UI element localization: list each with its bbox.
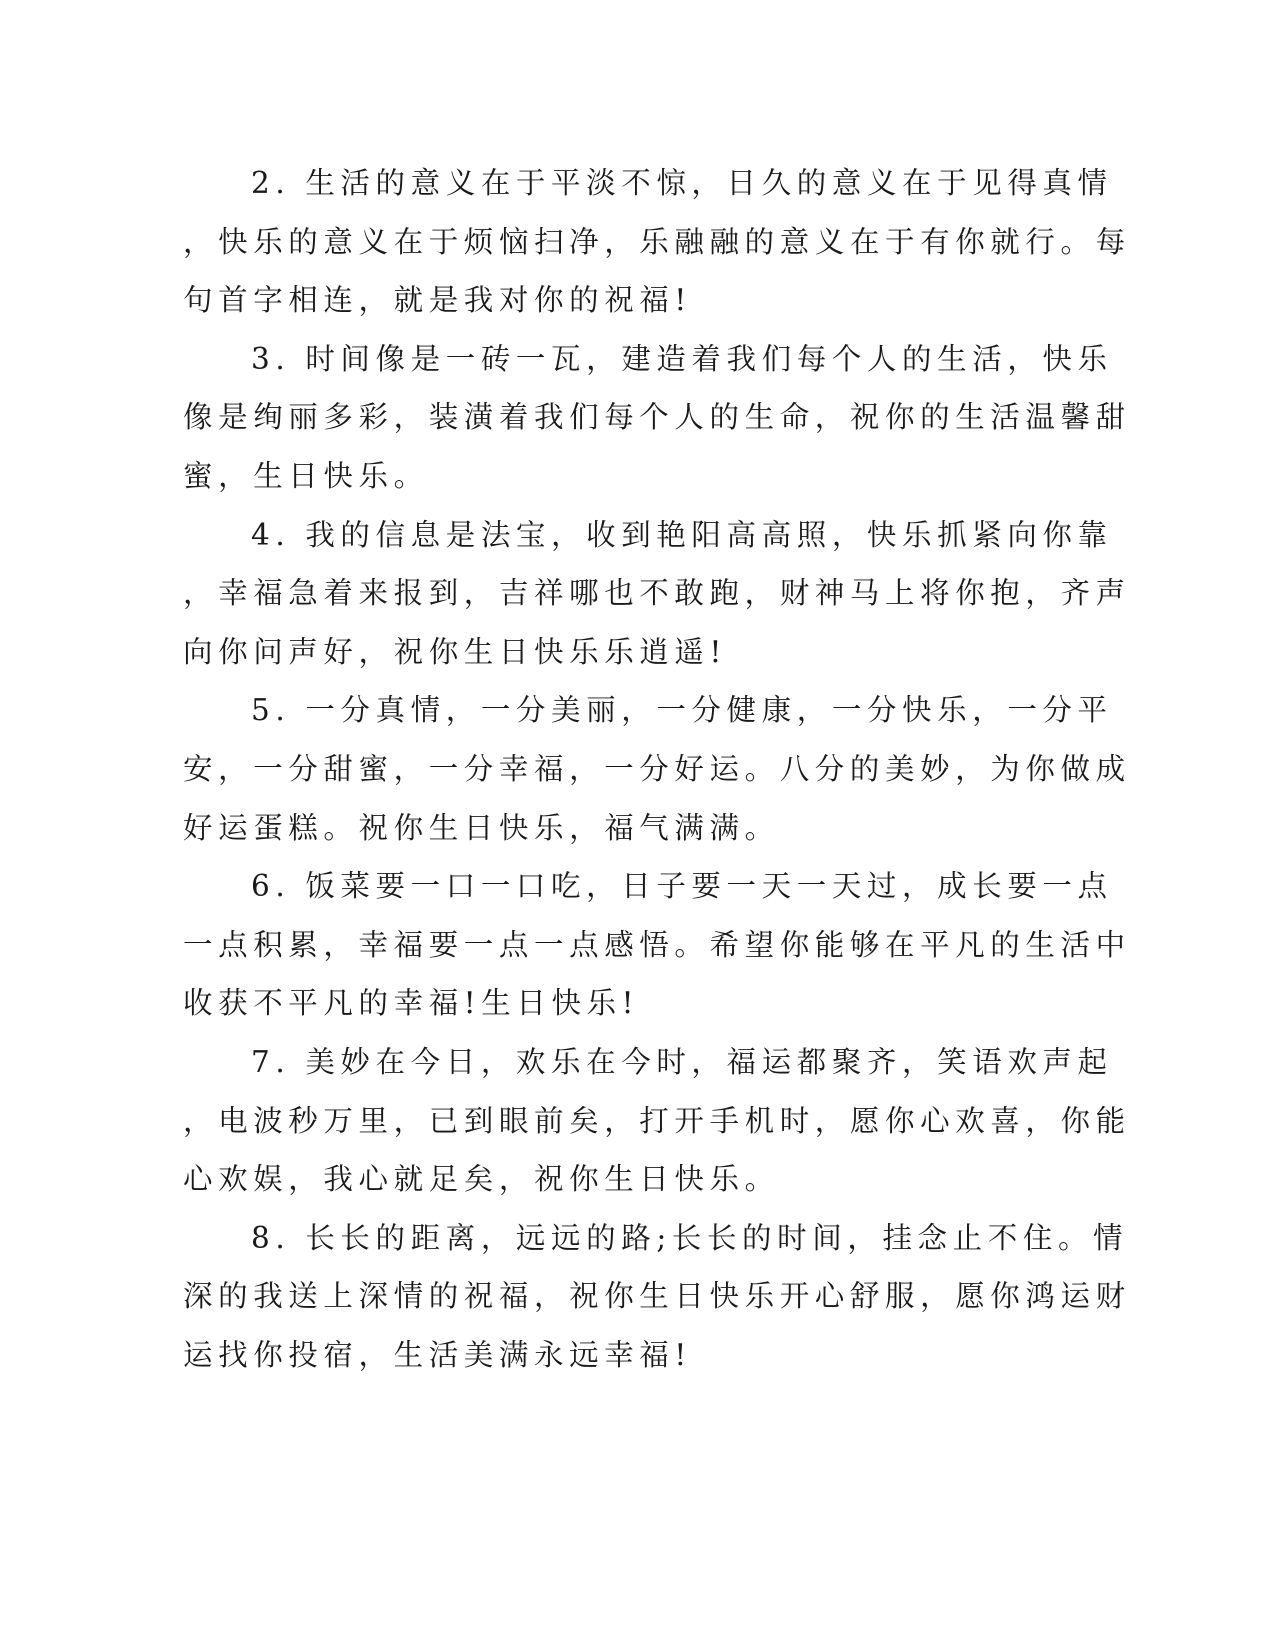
paragraph-item-3 xyxy=(183,330,1131,506)
paragraph-line: 深的我送上深情的祝福，祝你生日快乐开心舒服，愿你鸿运财 xyxy=(183,1279,1131,1314)
paragraph-line: ，电波秒万里，已到眼前矣，打开手机时，愿你心欢喜，你能 xyxy=(183,1103,1131,1138)
paragraph-line: 5. 一分真情，一分美丽，一分健康，一分快乐，一分平 xyxy=(251,693,1113,728)
paragraph-line: 蜜，生日快乐。 xyxy=(183,458,429,493)
paragraph-item-2 xyxy=(183,154,1131,330)
paragraph-item-8 xyxy=(183,1209,1131,1385)
paragraph-line: 8. 长长的距离，远远的路;长长的时间，挂念止不住。情 xyxy=(251,1220,1129,1255)
paragraph-line: 运找你投宿，生活美满永远幸福! xyxy=(183,1337,692,1372)
paragraph-item-4 xyxy=(183,506,1131,682)
paragraph-line: 安，一分甜蜜，一分幸福，一分好运。八分的美妙，为你做成 xyxy=(183,751,1131,786)
paragraph-item-7 xyxy=(183,1033,1131,1209)
paragraph-line: 2. 生活的意义在于平淡不惊，日久的意义在于见得真情 xyxy=(251,166,1113,200)
paragraph-line: 收获不平凡的幸福!生日快乐! xyxy=(183,986,640,1021)
paragraph-line: 好运蛋糕。祝你生日快乐，福气满满。 xyxy=(183,810,780,845)
paragraph-line: 一点积累，幸福要一点一点感悟。希望你能够在平凡的生活中 xyxy=(183,927,1131,962)
paragraph-line: ，幸福急着来报到，吉祥哪也不敢跑，财神马上将你抱，齐声 xyxy=(183,576,1131,611)
paragraph-line: 3. 时间像是一砖一瓦，建造着我们每个人的生活，快乐 xyxy=(251,341,1113,376)
paragraph-line: 像是绚丽多彩，装潢着我们每个人的生命，祝你的生活温馨甜 xyxy=(183,400,1131,435)
paragraph-line: ，快乐的意义在于烦恼扫净，乐融融的意义在于有你就行。每 xyxy=(183,224,1131,259)
paragraph-line: 6. 饭菜要一口一口吃，日子要一天一天过，成长要一点 xyxy=(251,869,1113,904)
document-body xyxy=(183,154,1131,1384)
paragraph-item-6 xyxy=(183,857,1131,1033)
paragraph-line: 句首字相连，就是我对你的祝福! xyxy=(183,283,692,318)
paragraph-line: 7. 美妙在今日，欢乐在今时，福运都聚齐，笑语欢声起 xyxy=(251,1044,1113,1079)
paragraph-line: 向你问声好，祝你生日快乐乐逍遥! xyxy=(183,634,727,669)
paragraph-line: 心欢娱，我心就足矣，祝你生日快乐。 xyxy=(183,1162,780,1197)
paragraph-line: 4. 我的信息是法宝，收到艳阳高高照，快乐抓紧向你靠 xyxy=(251,517,1113,552)
paragraph-item-5 xyxy=(183,681,1131,857)
